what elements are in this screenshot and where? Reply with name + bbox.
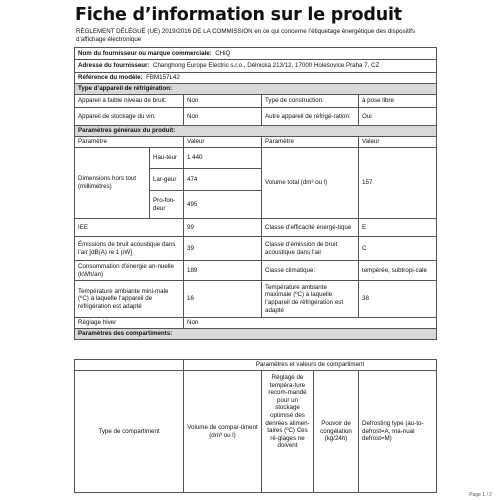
noise-emission-label: Émissions de bruit acoustique dans l’air [dB(A) re 1 pW]	[75, 237, 184, 261]
noise-class-label: Classe d’émission de bruit acoustique dans l’air	[262, 237, 359, 261]
energy-class-label: Classe d’efficacité énergé-tique	[262, 219, 359, 237]
compartments-blank-cell	[75, 360, 184, 371]
col-param-header-2: Paramètre	[262, 137, 359, 148]
annual-consumption-label: Consommation d’énergie an-nuelle (kWh/an)	[75, 261, 184, 281]
recommended-temp-header: Réglage de tempéra-ture recom-mandé pour un stockage optimisé des denrées alimen-taires (ºC) Ces ré-glages ne doivent	[262, 371, 314, 493]
construction-label: Type de construction:	[262, 95, 359, 108]
compartments-table	[74, 359, 437, 493]
general-params-header: Paramètres généraux du produit:	[75, 126, 437, 137]
model-row	[75, 73, 437, 84]
construction-value: à pose libre	[359, 95, 437, 108]
col-value-header: Valeur	[184, 137, 262, 148]
supplier-name-row	[75, 48, 437, 60]
product-info-table	[74, 47, 437, 340]
dimensions-label: Dimensions hors tout (millimètres)	[75, 148, 150, 219]
winter-setting-value: Non	[184, 318, 437, 329]
appliance-type-header: Type d’appareil de réfrigération:	[75, 84, 437, 95]
supplier-address-row	[75, 60, 437, 73]
compartment-type-header: Type de compartiment	[75, 371, 184, 493]
climate-class-label: Classe climatique:	[262, 261, 359, 281]
compartment-params-header: Paramètres et valeurs de compartiment	[184, 360, 437, 371]
wine-storage-value: Non	[184, 108, 262, 126]
min-temp-value: 16	[184, 281, 262, 318]
wine-storage-label: Appareil de stockage du vin:	[75, 108, 184, 126]
model-reference: FBM157L42	[146, 74, 180, 82]
freezing-capacity-header: Pouvoir de congélation (kg/24h)	[314, 371, 359, 493]
model-label: Référence du modèle:	[78, 74, 143, 82]
other-appliance-value: Oui	[359, 108, 437, 126]
width-value: 474	[184, 169, 262, 191]
page-title: Fiche d’information sur le produit	[75, 5, 402, 25]
page-number: Page 1 / 2	[469, 492, 492, 498]
annual-consumption-value: 189	[184, 261, 262, 281]
low-noise-value: Non	[184, 95, 262, 108]
height-value: 1 440	[184, 148, 262, 169]
winter-setting-label: Réglage hiver	[75, 318, 184, 329]
min-temp-label: Température ambiante mini-male (ºC) à laquelle l’appareil de réfrigération est adapté	[75, 281, 184, 318]
supplier-name-label: Nom du fournisseur ou marque commerciale:	[78, 49, 212, 57]
col-value-header-2: Valeur	[359, 137, 437, 148]
product-sheet	[74, 0, 436, 500]
height-label: Hau-teur	[150, 148, 184, 169]
depth-value: 495	[184, 191, 262, 219]
climate-class-value: tempérée, subtropi-cale	[359, 261, 437, 281]
total-volume-label: Volume total (dm³ ou l)	[262, 148, 359, 219]
width-label: Lar-geur	[150, 169, 184, 191]
compartment-volume-header: Volume de compar-timent (dm³ ou l)	[184, 371, 262, 493]
max-temp-label: Température ambiante maximale (ºC) à laquelle l’appareil de réfrigération est adapté	[262, 281, 359, 318]
low-noise-label: Appareil à faible niveau de bruit:	[75, 95, 184, 108]
energy-class-value: E	[359, 219, 437, 237]
supplier-address: Changhong Europe Electric s.r.o., Dělnická 213/12, 17000 Holešovice Praha 7, CZ	[152, 62, 380, 70]
col-param-header: Paramètre	[75, 137, 184, 148]
other-appliance-label: Autre appareil de réfrigé-ration:	[262, 108, 359, 126]
noise-emission-value: 39	[184, 237, 262, 261]
depth-label: Pro-fon-deur	[150, 191, 184, 219]
supplier-address-label: Adresse du fournisseur:	[78, 62, 150, 70]
eei-value: 99	[184, 219, 262, 237]
eei-label: IEE	[75, 219, 184, 237]
compartments-header: Paramètres des compartiments:	[75, 329, 437, 340]
regulation-text: RÈGLEMENT DÉLÉGUÉ (UE) 2019/2016 DE LA COMMISSION en ce qui concerne l’étiquetage énergétique des dispositifs d’affichage électronique	[76, 28, 415, 43]
supplier-name: CHiQ	[215, 49, 231, 57]
defrosting-type-header: Defrosting type (au-to-defrost=A, ma-nual defrost=M)	[359, 371, 437, 493]
max-temp-value: 38	[359, 281, 437, 318]
total-volume-value: 157	[359, 148, 437, 219]
noise-class-value: C	[359, 237, 437, 261]
